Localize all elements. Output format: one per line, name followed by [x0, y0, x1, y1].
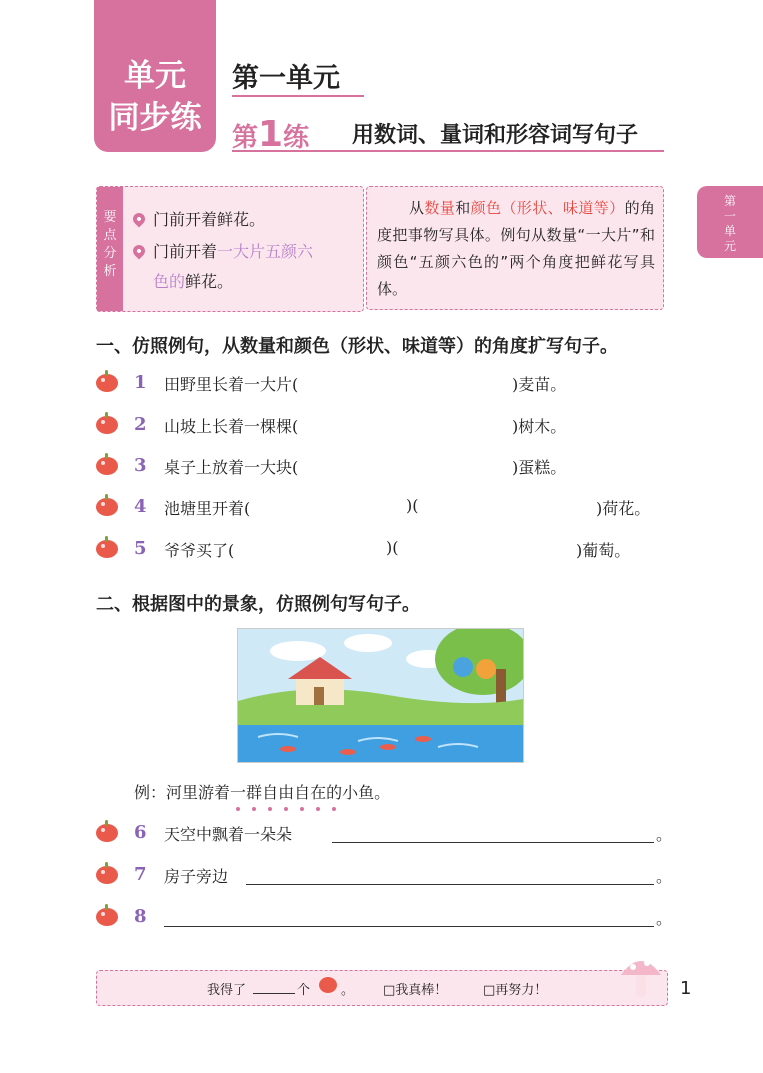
self-assessment-bar: 我得了 个 。 □我真棒！ □再努力！ [96, 970, 668, 1006]
example-sentence-1: 门前开着鲜花。 [133, 207, 265, 230]
unit-title: 第一单元 [232, 63, 340, 94]
fish-icon [340, 749, 356, 755]
question-5: 5 爷爷买了( )( )葡萄。 [96, 538, 656, 564]
section1-title: 一、仿照例句，从数量和颜色（形状、味道等）的角度扩写句子。 [96, 336, 618, 357]
section2-title: 二、根据图中的景象，仿照例句写句子。 [96, 594, 420, 615]
answer-line[interactable] [164, 926, 654, 927]
apple-icon [96, 824, 118, 842]
question-7: 7 房子旁边 。 [96, 864, 666, 890]
example-sentence: 例：河里游着一群自由自在的小鱼。 [134, 780, 534, 806]
tag-line-1: 单元 [124, 58, 186, 94]
landscape-illustration [237, 628, 524, 763]
unit-practice-tag [94, 0, 216, 152]
option-great[interactable]: □我真棒！ [383, 983, 448, 998]
answer-line[interactable] [246, 884, 654, 885]
fish-icon [415, 736, 431, 742]
bird-icon [453, 657, 473, 677]
river [238, 725, 523, 762]
key-points-label: 要 点 分 析 [97, 187, 123, 311]
apple-icon [96, 540, 118, 558]
page-number: 1 [680, 978, 692, 999]
question-1: 1 田野里长着一大片( )麦苗。 [96, 372, 656, 398]
house-door [314, 687, 324, 705]
example-sentence-2-cont: 色的鲜花。 [153, 272, 234, 291]
apple-icon [96, 908, 118, 926]
fish-icon [380, 744, 396, 750]
cloud-icon [270, 641, 326, 661]
key-points-box [96, 186, 364, 312]
option-try-again[interactable]: □再努力！ [483, 983, 548, 998]
bird-icon [476, 659, 496, 679]
pin-icon [131, 210, 148, 227]
lesson-header [232, 112, 664, 155]
lesson-title: 用数词、量词和形容词写句子 [352, 123, 639, 148]
apple-icon [96, 374, 118, 392]
title-rule [232, 95, 364, 97]
apple-icon [96, 498, 118, 516]
question-8: 8 。 [96, 906, 666, 932]
apple-icon [96, 457, 118, 475]
lesson-badge: 第1练 [232, 114, 310, 155]
explanation-box: 从数量和颜色（形状、味道等）的角度把事物写具体。例句从数量“一大片”和颜色“五颜六色的”两个角度把鲜花写具体。 [366, 186, 664, 310]
tag-line-2: 同步练 [108, 100, 202, 136]
apple-icon [319, 977, 337, 993]
question-4: 4 池塘里开着( )( )荷花。 [96, 496, 666, 522]
side-unit-tab: 第 一 单 元 [697, 186, 763, 258]
cloud-icon [344, 634, 392, 652]
answer-line[interactable] [332, 842, 654, 843]
apple-icon [96, 866, 118, 884]
apple-icon [96, 416, 118, 434]
question-6: 6 天空中飘着一朵朵 。 [96, 822, 666, 848]
question-2: 2 山坡上长着一棵棵( )树木。 [96, 414, 656, 440]
pin-icon [131, 242, 148, 259]
fish-icon [280, 746, 296, 752]
example-sentence-2: 门前开着一大片五颜六 [133, 239, 313, 262]
mushroom-icon [617, 951, 665, 1005]
question-3: 3 桌子上放着一大块( )蛋糕。 [96, 455, 656, 481]
score-blank[interactable] [253, 993, 295, 994]
